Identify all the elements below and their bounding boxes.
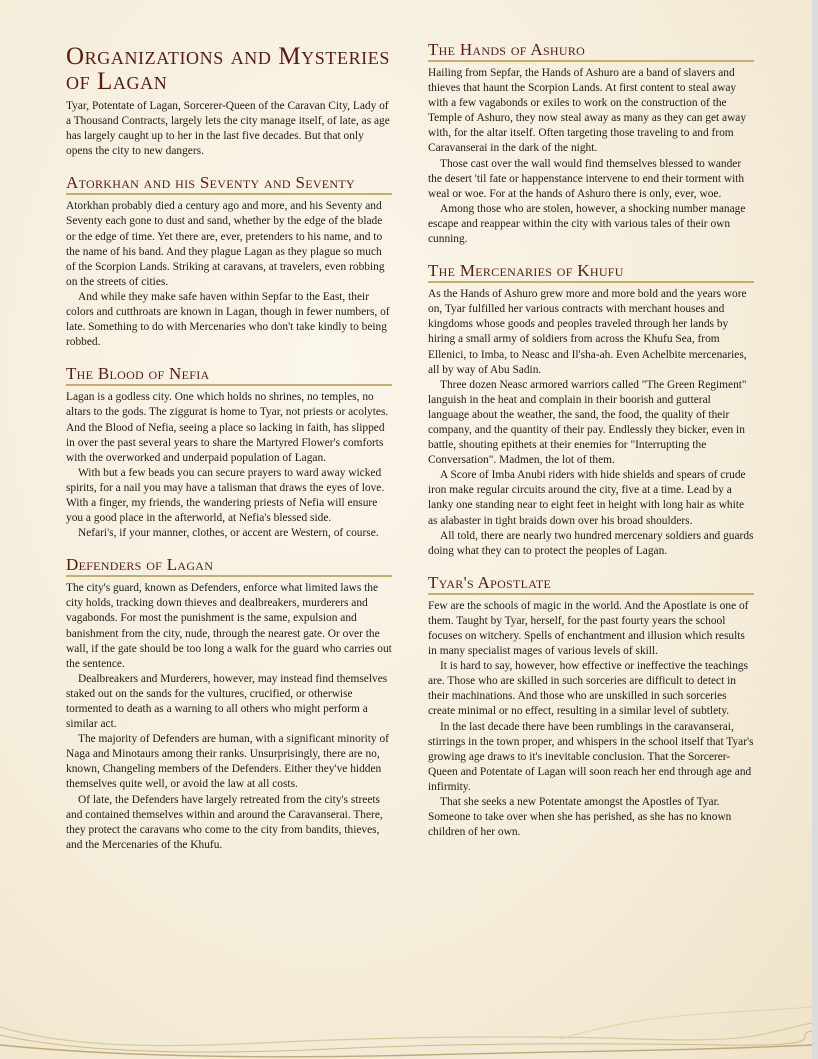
- paragraph: Dealbreakers and Murderers, however, may instead find themselves staked out on the sands for the vultures, crucified, or otherwise tormented to death as a warning to all others who might perform a similar act.: [66, 672, 388, 731]
- intro-section: [66, 99, 392, 159]
- section-heading-hands-of-ashuro: The Hands of Ashuro: [428, 40, 754, 62]
- right-column: [428, 40, 754, 854]
- paragraph: In the last decade there have been rumblings in the caravanserai, stirrings in the town proper, and whispers in the school itself that Tyar's growing age draws to it's inevitable conclusion. That the Sorcerer-Queen and Potentate of Lagan will soon reach her end through age and infirmity.: [428, 720, 754, 793]
- section-blood-of-nefia: [66, 364, 392, 541]
- paragraph: Hailing from Sepfar, the Hands of Ashuro are a band of slavers and thieves that haunt the Scorpion Lands. At first content to steal away with a few vagabonds or exiles to work on the construction of the Temple of Ashuro, they now steal away as many as they can get away with, for the altar itself. Often targeting those traveling to and from Caravanserai in the dark of the night.: [428, 67, 747, 155]
- page-edge: [812, 0, 818, 1059]
- paragraph: A Score of Imba Anubi riders with hide shields and spears of crude iron make regular circuits around the city, five at a time. Lead by a lanky one standing near to eight feet in height with long hair as white as alabaster in tight braids down over his broad shoulders.: [428, 469, 746, 527]
- paragraph: Nefari's, if your manner, clothes, or accent are Western, of course.: [78, 527, 379, 540]
- section-tyars-apostlate: [428, 573, 754, 841]
- page-title: Organizations and Mysteries of Lagan: [66, 43, 390, 95]
- paragraph: The city's guard, known as Defenders, enforce what limited laws the city holds, tracking down thieves and dealbreakers, murderers and vagabonds. For most the punishment is the same, expulsion and banishment from the city, nude, through the nearest gate. Or over the wall, if the gate should be too long a walk for the guard who carries out the sentence.: [66, 582, 392, 670]
- section-heading-defenders: Defenders of Lagan: [66, 555, 392, 577]
- section-heading-mercenaries-of-khufu: The Mercenaries of Khufu: [428, 261, 754, 283]
- section-atorkhan: [66, 173, 392, 350]
- intro-paragraph: Tyar, Potentate of Lagan, Sorcerer-Queen of the Caravan City, Lady of a Thousand Contracts, largely lets the city manage itself, of late, as age has largely caught up to her in the last five decades. But that only opens the city to new dangers.: [66, 100, 390, 158]
- section-defenders-of-lagan: [66, 555, 392, 853]
- section-heading-blood-of-nefia: The Blood of Nefia: [66, 364, 392, 386]
- paragraph: The majority of Defenders are human, with a significant minority of Naga and Minotaurs among their ranks. Unsurprisingly, there are no, known, Changeling members of the Defenders. Either they've hidden themselves quite well, or avoid the law at all costs.: [66, 733, 389, 791]
- section-hands-of-ashuro: [428, 40, 754, 247]
- paragraph: Among those who are stolen, however, a shocking number manage escape and reappear within the city with various tales of their own cunning.: [428, 202, 746, 246]
- paragraph: With but a few beads you can secure prayers to ward away wicked spirits, for a nail you may have a talisman that draws the eyes of love. With a finger, my friends, the wandering priests of Nefia will ensure you a good place in the afterworld, at Nefia's blessed side.: [66, 466, 385, 525]
- paragraph: It is hard to say, however, how effective or ineffective the teachings are. Those who are skilled in such sorceries are difficult to detect in their machinations. And those who are unskilled in such sorceries create minimal or no effect, resulting in a similar level of subtlety.: [428, 660, 749, 718]
- left-column: [66, 40, 392, 867]
- paragraph: Lagan is a godless city. One which holds no shrines, no temples, no altars to the gods. The ziggurat is home to Tyar, not priests or acolytes. And the Blood of Nefia, seeing a place so lacking in faith, has slipped in over the past several years to share the Martyred Flower's comforts with the overworked and underpaid population of Lagan.: [66, 391, 389, 464]
- decorative-footer-border: [0, 1005, 812, 1059]
- section-mercenaries-of-khufu: [428, 261, 754, 559]
- paragraph: Of late, the Defenders have largely retreated from the city's streets and contained themselves within and around the Caravanserai. There, they protect the caravans who come to the city from bandits, thieves, and the Mercenaries of the Khufu.: [66, 793, 383, 851]
- paragraph: That she seeks a new Potentate amongst the Apostles of Tyar. Someone to take over when she has perished, as she has no known children of her own.: [428, 796, 732, 839]
- paragraph: Three dozen Neasc armored warriors called "The Green Regiment" languish in the heat and complain in their boorish and gutteral language about the weather, the sand, the food, the quality of their company, and the quantity of their pay. Endlessly they bicker, even in battle, shouting epithets at their enemies for "Interrupting the Conversation". Madmen, the lot of them.: [428, 378, 747, 467]
- paragraph: And while they make safe haven within Sepfar to the East, their colors and cutthroats are known in Lagan, though in fewer numbers, of late. Something to do with Mercenaries who don't take kindly to being robbed.: [66, 290, 390, 349]
- paragraph: Atorkhan probably died a century ago and more, and his Seventy and Seventy each gone to dust and sand, whether by the edge of the blade or the edge of time. Yet there are, ever, pretenders to his name, and to the name of his band. And they plague Lagan as they plague so much of the Scorpion Lands. Striking at caravans, at travelers, even robbing on the streets of cities.: [66, 200, 385, 288]
- paragraph: Few are the schools of magic in the world. And the Apostlate is one of them. Taught by Tyar, herself, for the past fourty years the school focuses on witchery. Spells of enchantment and illusion which results in many specialist mages of various levels of skill.: [428, 599, 749, 658]
- paragraph: All told, there are nearly two hundred mercenary soldiers and guards doing what they can to protect the peoples of Lagan.: [428, 529, 754, 557]
- section-heading-atorkhan: Atorkhan and his Seventy and Seventy: [66, 173, 392, 195]
- paragraph: As the Hands of Ashuro grew more and more bold and the years wore on, Tyar fulfilled her various contracts with merchant houses and kingdoms whose goods and peoples traveled through her lands by hiring a small army of soldiers from across the Khufu Sea, from Ellenici, to Imba, to Neasc and Il'sha-ah. Even Achelbite mercenaries, all by way of Abu Sadin.: [428, 288, 747, 376]
- section-heading-tyars-apostlate: Tyar's Apostlate: [428, 573, 754, 595]
- paragraph: Those cast over the wall would find themselves blessed to wander the desert 'til fate or happenstance intervene to end their torment with weal or woe. For at the hands of Ashuro there is only, ever, woe.: [428, 157, 745, 200]
